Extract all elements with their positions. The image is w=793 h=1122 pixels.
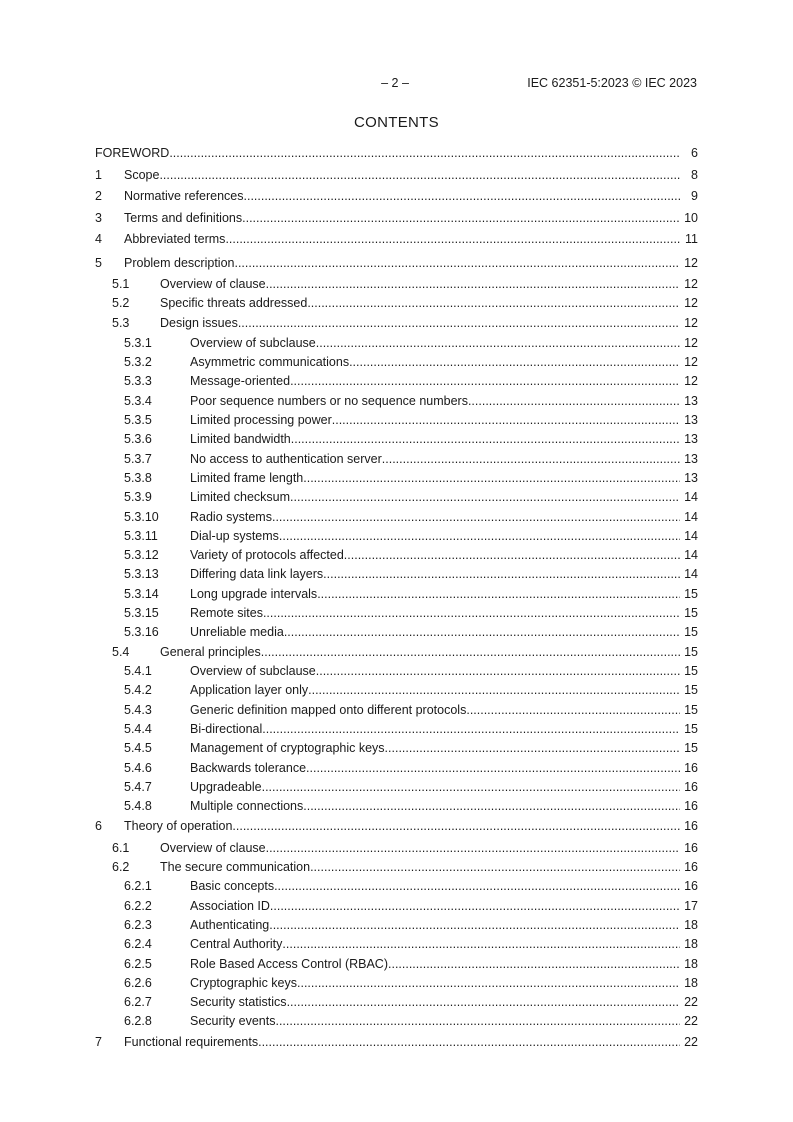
toc-entry[interactable] — [95, 210, 698, 226]
dot-leader — [316, 663, 680, 679]
toc-entry-title: Scope — [124, 168, 160, 182]
toc-entry-title-leader — [190, 917, 680, 933]
toc-entry-number: 6.2.3 — [124, 918, 152, 932]
toc-entry-number: 5.3.15 — [124, 606, 159, 620]
toc-entry-page: 12 — [684, 374, 698, 388]
toc-entry[interactable] — [95, 231, 698, 247]
toc-entry-page: 16 — [684, 879, 698, 893]
toc-entry[interactable] — [95, 702, 698, 718]
page-title: CONTENTS — [354, 114, 439, 131]
toc-entry-number: 3 — [95, 211, 102, 225]
toc-entry-number: 6.2.5 — [124, 957, 152, 971]
dot-leader — [290, 373, 680, 389]
toc-entry-page: 18 — [684, 937, 698, 951]
toc-entry-title: Multiple connections — [190, 799, 304, 813]
toc-entry-title: Abbreviated terms — [124, 232, 226, 246]
toc-entry-number: 5.4.6 — [124, 761, 152, 775]
toc-entry[interactable] — [95, 509, 698, 525]
dot-leader — [225, 231, 680, 247]
toc-entry[interactable] — [95, 818, 698, 834]
toc-entry-page: 18 — [684, 976, 698, 990]
toc-entry-title-leader — [190, 721, 680, 737]
toc-entry-page: 14 — [684, 548, 698, 562]
toc-entry-page: 22 — [684, 995, 698, 1009]
dot-leader — [303, 470, 680, 486]
toc-entry[interactable] — [95, 354, 698, 370]
toc-entry-title: Long upgrade intervals — [190, 587, 318, 601]
toc-entry-number: 5.3.4 — [124, 394, 152, 408]
toc-entry[interactable] — [95, 335, 698, 351]
toc-entry-page: 15 — [684, 664, 698, 678]
dot-leader — [159, 167, 680, 183]
toc-entry-title-leader — [190, 740, 680, 756]
toc-entry-title-leader — [190, 451, 680, 467]
toc-entry-title-leader — [190, 335, 680, 351]
toc-entry-number: 5.4.4 — [124, 722, 152, 736]
toc-entry-title: The secure communication — [160, 860, 311, 874]
dot-leader — [385, 740, 680, 756]
toc-entry-page: 12 — [684, 256, 698, 270]
toc-entry-page: 10 — [684, 211, 698, 225]
toc-entry-page: 16 — [684, 761, 698, 775]
dot-leader — [275, 1013, 680, 1029]
toc-entry-title: Central Authority — [190, 937, 283, 951]
toc-entry-page: 16 — [684, 799, 698, 813]
dot-leader — [382, 451, 680, 467]
toc-entry-title-leader — [124, 231, 680, 247]
toc-entry-number: 6.2 — [112, 860, 130, 874]
toc-entry-title-leader — [190, 605, 680, 621]
toc-entry-title-leader — [160, 859, 680, 875]
toc-entry-page: 15 — [684, 703, 698, 717]
toc-entry[interactable] — [95, 145, 698, 161]
dot-leader — [332, 412, 680, 428]
dot-leader — [272, 509, 680, 525]
toc-entry-title: Limited bandwidth — [190, 432, 291, 446]
toc-entry-page: 14 — [684, 567, 698, 581]
dot-leader — [284, 624, 680, 640]
toc-entry[interactable] — [95, 798, 698, 814]
toc-entry[interactable] — [95, 188, 698, 204]
toc-entry-page: 12 — [684, 296, 698, 310]
toc-entry[interactable] — [95, 878, 698, 894]
toc-entry-title: Overview of subclause — [190, 336, 316, 350]
toc-entry-title-leader — [190, 373, 680, 389]
dot-leader — [262, 721, 680, 737]
toc-entry-title-leader — [190, 798, 680, 814]
toc-entry[interactable] — [95, 779, 698, 795]
dot-leader — [169, 145, 680, 161]
toc-entry-number: 5.3.2 — [124, 355, 152, 369]
dot-leader — [282, 936, 680, 952]
toc-entry-title-leader — [190, 431, 680, 447]
toc-entry-title: Differing data link layers — [190, 567, 324, 581]
toc-entry-number: 5.3.10 — [124, 510, 159, 524]
toc-entry[interactable] — [95, 431, 698, 447]
standard-reference: IEC 62351-5:2023 © IEC 2023 — [527, 76, 697, 90]
toc-entry-number: 6.2.1 — [124, 879, 152, 893]
toc-entry-page: 13 — [684, 471, 698, 485]
toc-entry[interactable] — [95, 682, 698, 698]
dot-leader — [323, 566, 680, 582]
toc-entry-title: Backwards tolerance — [190, 761, 307, 775]
toc-entry-title-leader — [190, 547, 680, 563]
dot-leader — [270, 898, 680, 914]
toc-entry-title-leader — [190, 760, 680, 776]
dot-leader — [238, 315, 680, 331]
toc-entry-title-leader — [160, 276, 680, 292]
toc-entry-title: Generic definition mapped onto different protocols — [190, 703, 467, 717]
toc-entry-page: 15 — [684, 587, 698, 601]
toc-entry[interactable] — [95, 644, 698, 660]
toc-entry-title: Terms and definitions — [124, 211, 243, 225]
toc-entry-number: 5.3.1 — [124, 336, 152, 350]
toc-entry[interactable] — [95, 470, 698, 486]
toc-entry-title-leader — [190, 779, 680, 795]
toc-entry-page: 15 — [684, 645, 698, 659]
toc-entry-title-leader — [160, 840, 680, 856]
toc-entry-page: 15 — [684, 722, 698, 736]
toc-entry-page: 12 — [684, 355, 698, 369]
toc-entry-number: 6.2.8 — [124, 1014, 152, 1028]
dot-leader — [349, 354, 680, 370]
toc-entry-page: 12 — [684, 336, 698, 350]
toc-entry-number: 6.2.7 — [124, 995, 152, 1009]
dot-leader — [344, 547, 680, 563]
toc-entry-title-leader — [190, 528, 680, 544]
toc-entry[interactable] — [95, 956, 698, 972]
dot-leader — [316, 335, 680, 351]
toc-entry-title: Limited processing power — [190, 413, 332, 427]
toc-entry-title-leader — [190, 586, 680, 602]
toc-entry-title: Theory of operation — [124, 819, 233, 833]
page-number: – 2 – — [381, 76, 409, 90]
toc-entry-title-leader — [124, 167, 680, 183]
dot-leader — [297, 975, 680, 991]
toc-entry-title-leader — [124, 210, 680, 226]
dot-leader — [279, 528, 680, 544]
toc-entry-title-leader — [190, 702, 680, 718]
toc-entry[interactable] — [95, 740, 698, 756]
toc-entry-title-leader — [124, 1034, 680, 1050]
dot-leader — [307, 295, 680, 311]
toc-entry-title: Role Based Access Control (RBAC) — [190, 957, 388, 971]
toc-entry-number: 7 — [95, 1035, 102, 1049]
toc-entry-title: Asymmetric communications — [190, 355, 350, 369]
toc-entry-title-leader — [160, 315, 680, 331]
toc-entry-number: 4 — [95, 232, 102, 246]
dot-leader — [263, 605, 680, 621]
toc-entry-title: Basic concepts — [190, 879, 275, 893]
toc-entry-page: 16 — [684, 819, 698, 833]
dot-leader — [269, 917, 680, 933]
dot-leader — [242, 210, 680, 226]
toc-entry-number: 6.2.2 — [124, 899, 152, 913]
toc-entry[interactable] — [95, 898, 698, 914]
toc-entry-page: 16 — [684, 780, 698, 794]
toc-entry[interactable] — [95, 605, 698, 621]
toc-entry-number: 5.3.12 — [124, 548, 159, 562]
toc-entry[interactable] — [95, 451, 698, 467]
toc-entry-title-leader — [190, 624, 680, 640]
toc-entry-title-leader — [124, 818, 680, 834]
toc-entry-page: 15 — [684, 741, 698, 755]
toc-entry-page: 13 — [684, 452, 698, 466]
toc-entry-number: 5.3.16 — [124, 625, 159, 639]
toc-entry-number: 6.2.4 — [124, 937, 152, 951]
dot-leader — [234, 255, 680, 271]
toc-entry-title: FOREWORD — [95, 146, 170, 160]
toc-entry-title-leader — [124, 188, 680, 204]
toc-entry[interactable] — [95, 566, 698, 582]
dot-leader — [310, 859, 680, 875]
toc-entry-page: 12 — [684, 277, 698, 291]
toc-entry-title: Management of cryptographic keys — [190, 741, 385, 755]
toc-entry-number: 5.3.9 — [124, 490, 152, 504]
toc-entry[interactable] — [95, 393, 698, 409]
toc-entry-title: Overview of subclause — [190, 664, 316, 678]
toc-entry[interactable] — [95, 315, 698, 331]
toc-entry-number: 6.2.6 — [124, 976, 152, 990]
toc-entry-title: General principles — [160, 645, 261, 659]
toc-entry-page: 13 — [684, 432, 698, 446]
toc-entry-number: 5.4.2 — [124, 683, 152, 697]
toc-entry-title: Upgradeable — [190, 780, 262, 794]
toc-entry-title: Problem description — [124, 256, 235, 270]
toc-entry-title-leader — [190, 994, 680, 1010]
toc-entry-page: 16 — [684, 860, 698, 874]
toc-entry[interactable] — [95, 624, 698, 640]
toc-entry-number: 5.4.8 — [124, 799, 152, 813]
toc-entry-page: 11 — [685, 232, 698, 246]
toc-entry-title-leader — [190, 509, 680, 525]
toc-entry-title-leader — [190, 682, 680, 698]
dot-leader — [317, 586, 680, 602]
toc-entry-title-leader — [190, 936, 680, 952]
toc-entry-page: 9 — [691, 189, 698, 203]
toc-entry-number: 6 — [95, 819, 102, 833]
toc-entry-title-leader — [190, 470, 680, 486]
toc-entry[interactable] — [95, 859, 698, 875]
dot-leader — [262, 779, 680, 795]
toc-entry-page: 12 — [684, 316, 698, 330]
toc-entry-number: 5.4.3 — [124, 703, 152, 717]
dot-leader — [266, 276, 680, 292]
toc-entry[interactable] — [95, 276, 698, 292]
dot-leader — [468, 393, 680, 409]
toc-entry-number: 5.3.7 — [124, 452, 152, 466]
toc-entry-title: Radio systems — [190, 510, 272, 524]
toc-entry[interactable] — [95, 295, 698, 311]
toc-entry[interactable] — [95, 840, 698, 856]
toc-entry-page: 15 — [684, 683, 698, 697]
toc-entry-title-leader — [160, 295, 680, 311]
toc-entry-number: 5.3 — [112, 316, 130, 330]
toc-entry-title-leader — [190, 354, 680, 370]
toc-entry-title: Remote sites — [190, 606, 263, 620]
dot-leader — [244, 188, 681, 204]
dot-leader — [466, 702, 680, 718]
toc-entry[interactable] — [95, 936, 698, 952]
toc-entry-page: 18 — [684, 957, 698, 971]
dot-leader — [266, 840, 680, 856]
toc-entry-title: Cryptographic keys — [190, 976, 297, 990]
dot-leader — [287, 994, 680, 1010]
toc-entry-page: 16 — [684, 841, 698, 855]
toc-entry-title: Functional requirements — [124, 1035, 259, 1049]
dot-leader — [303, 798, 680, 814]
toc-entry-number: 5.4.7 — [124, 780, 152, 794]
toc-entry-title-leader — [190, 663, 680, 679]
toc-entry[interactable] — [95, 1034, 698, 1050]
toc-entry-number: 5.2 — [112, 296, 130, 310]
toc-entry-title: Unreliable media — [190, 625, 284, 639]
toc-entry-number: 5.3.6 — [124, 432, 152, 446]
toc-entry[interactable] — [95, 917, 698, 933]
toc-entry-number: 2 — [95, 189, 102, 203]
toc-entry-title: Security statistics — [190, 995, 287, 1009]
toc-entry[interactable] — [95, 412, 698, 428]
toc-entry-title: Message-oriented — [190, 374, 291, 388]
toc-entry-page: 8 — [691, 168, 698, 182]
toc-entry-title: Application layer only — [190, 683, 309, 697]
dot-leader — [261, 644, 680, 660]
toc-entry-title: Association ID — [190, 899, 270, 913]
toc-entry-title: Limited checksum — [190, 490, 291, 504]
toc-entry-title: Normative references — [124, 189, 244, 203]
toc-entry-title-leader — [95, 145, 680, 161]
toc-entry-page: 14 — [684, 490, 698, 504]
toc-entry-title-leader — [124, 255, 680, 271]
toc-entry-page: 18 — [684, 918, 698, 932]
toc-entry-title-leader — [190, 898, 680, 914]
toc-entry-number: 5.4.5 — [124, 741, 152, 755]
toc-entry-page: 15 — [684, 625, 698, 639]
dot-leader — [306, 760, 680, 776]
toc-entry-number: 5.3.3 — [124, 374, 152, 388]
toc-entry-number: 5.3.14 — [124, 587, 159, 601]
toc-entry-title: Poor sequence numbers or no sequence numbers — [190, 394, 468, 408]
toc-entry-title-leader — [190, 489, 680, 505]
toc-entry-title-leader — [190, 412, 680, 428]
toc-entry-title: Limited frame length — [190, 471, 304, 485]
toc-entry-title: Overview of clause — [160, 841, 266, 855]
toc-entry-title: Overview of clause — [160, 277, 266, 291]
toc-entry[interactable] — [95, 167, 698, 183]
toc-entry-page: 6 — [691, 146, 698, 160]
toc-entry-title-leader — [190, 956, 680, 972]
dot-leader — [232, 818, 680, 834]
toc-entry-page: 22 — [684, 1014, 698, 1028]
toc-entry-title: Variety of protocols affected — [190, 548, 344, 562]
toc-entry-number: 5.3.8 — [124, 471, 152, 485]
toc-entry[interactable] — [95, 489, 698, 505]
toc-entry-title: Design issues — [160, 316, 238, 330]
toc-entry[interactable] — [95, 547, 698, 563]
toc-entry-number: 5 — [95, 256, 102, 270]
toc-entry-title: Specific threats addressed — [160, 296, 308, 310]
toc-entry-title: Dial-up systems — [190, 529, 279, 543]
dot-leader — [258, 1034, 680, 1050]
toc-entry-title-leader — [190, 393, 680, 409]
toc-entry-number: 5.3.5 — [124, 413, 152, 427]
toc-entry-title-leader — [190, 566, 680, 582]
toc-entry-number: 1 — [95, 168, 102, 182]
toc-entry[interactable] — [95, 994, 698, 1010]
dot-leader — [388, 956, 680, 972]
toc-entry-title-leader — [190, 878, 680, 894]
toc-entry-title: Security events — [190, 1014, 276, 1028]
toc-entry-page: 13 — [684, 394, 698, 408]
toc-entry[interactable] — [95, 975, 698, 991]
toc-entry-page: 14 — [684, 529, 698, 543]
toc-entry-page: 14 — [684, 510, 698, 524]
toc-entry-title-leader — [160, 644, 680, 660]
toc-entry-title: Authenticating — [190, 918, 270, 932]
dot-leader — [291, 431, 680, 447]
toc-entry[interactable] — [95, 255, 698, 271]
toc-entry-title: No access to authentication server — [190, 452, 382, 466]
dot-leader — [308, 682, 680, 698]
toc-entry[interactable] — [95, 721, 698, 737]
toc-entry-page: 15 — [684, 606, 698, 620]
toc-entry-page: 17 — [684, 899, 698, 913]
toc-entry-page: 22 — [684, 1035, 698, 1049]
toc-entry-title-leader — [190, 975, 680, 991]
toc-entry[interactable] — [95, 528, 698, 544]
toc-entry[interactable] — [95, 373, 698, 389]
toc-entry[interactable] — [95, 663, 698, 679]
toc-entry-number: 5.1 — [112, 277, 130, 291]
toc-entry[interactable] — [95, 586, 698, 602]
dot-leader — [274, 878, 680, 894]
toc-entry-page: 13 — [684, 413, 698, 427]
toc-entry-number: 5.3.13 — [124, 567, 159, 581]
toc-entry-number: 5.3.11 — [124, 529, 158, 543]
toc-entry[interactable] — [95, 760, 698, 776]
toc-entry[interactable] — [95, 1013, 698, 1029]
toc-entry-number: 6.1 — [112, 841, 130, 855]
toc-entry-title-leader — [190, 1013, 680, 1029]
dot-leader — [290, 489, 680, 505]
toc-entry-number: 5.4.1 — [124, 664, 152, 678]
toc-entry-title: Bi-directional — [190, 722, 263, 736]
toc-entry-number: 5.4 — [112, 645, 130, 659]
